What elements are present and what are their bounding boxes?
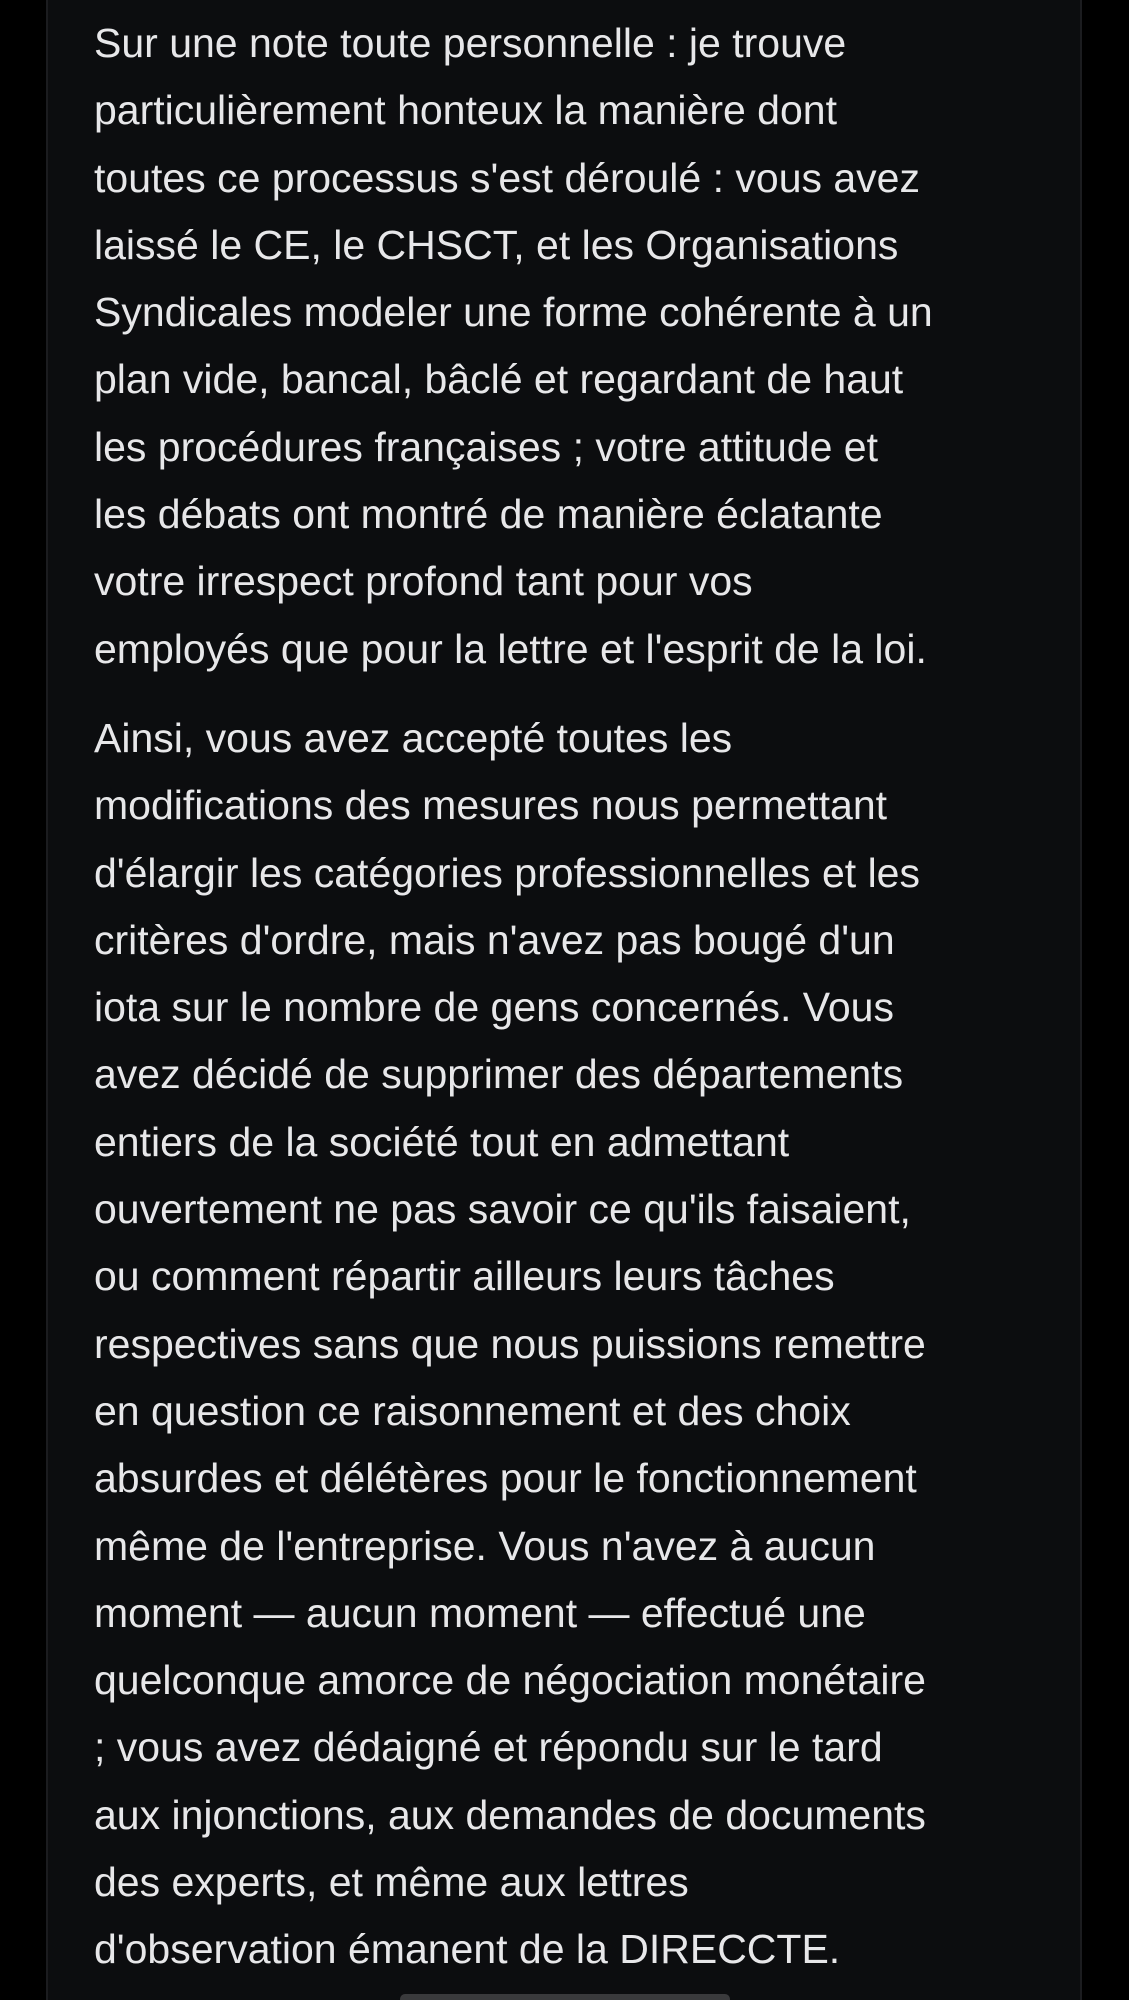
text-line: Syndicales modeler une forme cohérente à un [94, 289, 933, 336]
paragraph-1 [94, 10, 1082, 683]
text-line: même de l'entreprise. Vous n'avez à aucun [94, 1522, 876, 1569]
text-line: particulièrement honteux la manière dont [94, 87, 837, 134]
post-body [94, 10, 1082, 1984]
text-line: critères d'ordre, mais n'avez pas bougé d'un [94, 916, 895, 963]
text-line: respectives sans que nous puissions remettre [94, 1320, 926, 1367]
text-line: votre irrespect profond tant pour vos [94, 558, 753, 605]
text-line: en question ce raisonnement et des choix [94, 1387, 851, 1434]
text-line: les débats ont montré de manière éclatante [94, 491, 883, 538]
text-line: aux injonctions, aux demandes de documents [94, 1791, 926, 1838]
text-line: d'observation émanent de la DIRECCTE. [94, 1926, 841, 1973]
post-card [46, 0, 1082, 2000]
text-line: ou comment répartir ailleurs leurs tâches [94, 1253, 835, 1300]
text-line: Ainsi, vous avez accepté toutes les [94, 714, 733, 761]
text-line: moment — aucun moment — effectué une [94, 1589, 866, 1636]
text-line: absurdes et délétères pour le fonctionnement [94, 1455, 917, 1502]
text-line: ouvertement ne pas savoir ce qu'ils faisaient, [94, 1186, 911, 1233]
home-indicator[interactable] [400, 1994, 730, 2000]
text-line: d'élargir les catégories professionnelles et les [94, 849, 920, 896]
text-line: Sur une note toute personnelle : je trouve [94, 20, 847, 66]
text-line: avez décidé de supprimer des départements [94, 1051, 904, 1098]
paragraph-spacer [94, 683, 1082, 705]
text-line: quelconque amorce de négociation monétaire [94, 1657, 926, 1704]
text-line: entiers de la société tout en admettant [94, 1118, 790, 1165]
text-line: plan vide, bancal, bâclé et regardant de haut [94, 356, 904, 403]
text-line: ; vous avez dédaigné et répondu sur le tard [94, 1724, 883, 1771]
text-line: les procédures françaises ; votre attitude et [94, 423, 878, 470]
text-line: employés que pour la lettre et l'esprit de la loi. [94, 625, 927, 672]
text-line: modifications des mesures nous permettant [94, 782, 888, 829]
text-line: iota sur le nombre de gens concernés. Vous [94, 984, 894, 1031]
text-line: toutes ce processus s'est déroulé : vous avez [94, 154, 920, 201]
text-line: des experts, et même aux lettres [94, 1859, 689, 1906]
paragraph-2 [94, 705, 1082, 1984]
text-line: laissé le CE, le CHSCT, et les Organisations [94, 221, 899, 268]
